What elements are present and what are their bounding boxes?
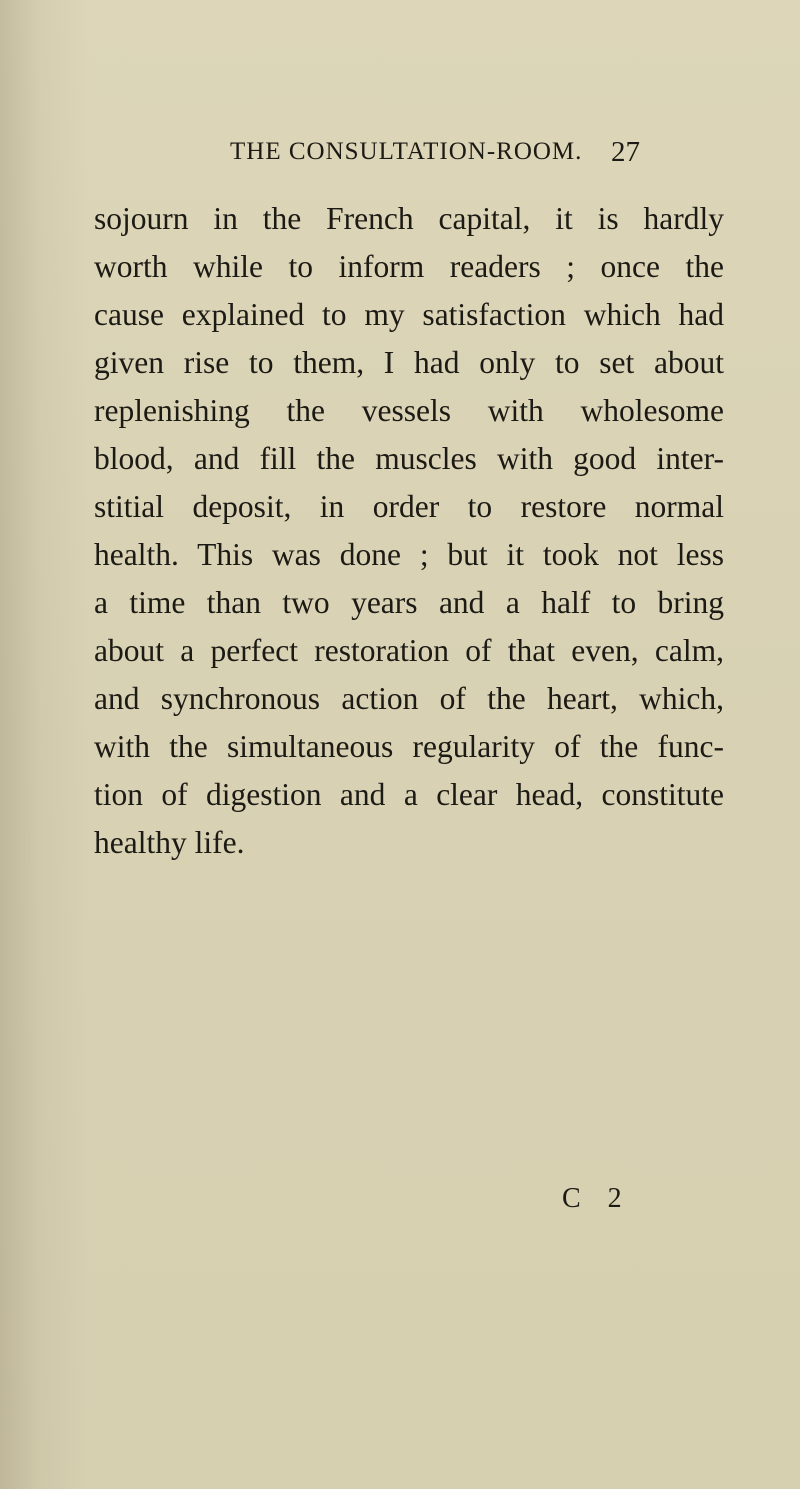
text-line: given rise to them, I had only to set about bbox=[94, 345, 724, 380]
text-line: and synchronous action of the heart, which, bbox=[94, 681, 724, 716]
running-title: THE CONSULTATION-ROOM. bbox=[230, 138, 583, 165]
text-line: worth while to inform readers ; once the bbox=[94, 249, 724, 284]
signature-mark: C 2 bbox=[562, 1183, 632, 1214]
text-line: blood, and fill the muscles with good inter- bbox=[94, 441, 724, 476]
body-text bbox=[94, 195, 724, 867]
text-line: health. This was done ; but it took not less bbox=[94, 537, 724, 572]
text-line: about a perfect restoration of that even, calm, bbox=[94, 633, 724, 668]
page-number: 27 bbox=[611, 136, 640, 168]
text-line: stitial deposit, in order to restore normal bbox=[94, 489, 724, 524]
text-line: sojourn in the French capital, it is hardly bbox=[94, 201, 724, 236]
text-line: replenishing the vessels with wholesome bbox=[94, 393, 724, 428]
text-line: cause explained to my satisfaction which had bbox=[94, 297, 724, 332]
text-line: with the simultaneous regularity of the func- bbox=[94, 729, 724, 764]
running-head bbox=[0, 138, 800, 174]
text-line: a time than two years and a half to bring bbox=[94, 585, 724, 620]
text-line: tion of digestion and a clear head, constitute bbox=[94, 777, 724, 812]
text-line: healthy life. bbox=[94, 825, 245, 860]
